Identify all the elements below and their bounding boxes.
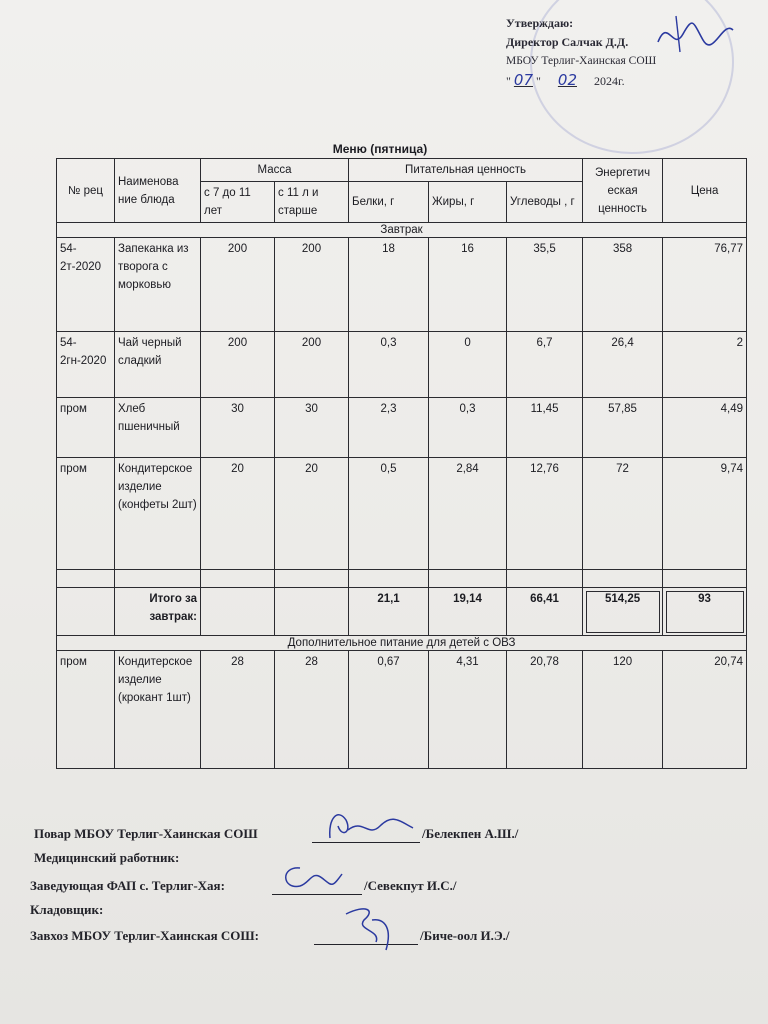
row-mass-2: 30 — [275, 398, 349, 458]
row-num: пром — [57, 398, 115, 458]
row-energy: 120 — [583, 651, 663, 769]
row-mass-2: 28 — [275, 651, 349, 769]
col-mass-11-header: с 11 л и старше — [275, 182, 349, 223]
row-name: Хлеб пшеничный — [115, 398, 201, 458]
cook-name: /Белекпен А.Ш./ — [422, 826, 519, 841]
approval-school: МБОУ Терлиг-Хаинская СОШ — [506, 55, 657, 67]
row-price: 20,74 — [663, 651, 747, 769]
total-carbs: 66,41 — [507, 588, 583, 636]
row-name: Чай черный сладкий — [115, 332, 201, 398]
row-mass-2: 200 — [275, 238, 349, 332]
table-row — [57, 398, 747, 458]
medic-label: Медицинский работник: — [34, 850, 180, 865]
row-carbs: 12,76 — [507, 458, 583, 570]
col-nutrition-header: Питательная ценность — [349, 159, 583, 182]
table-row — [57, 458, 747, 570]
storekeeper-label: Кладовщик: — [30, 902, 104, 917]
row-protein: 2,3 — [349, 398, 429, 458]
row-mass-1: 20 — [201, 458, 275, 570]
approval-director: Директор Салчак Д.Д. — [506, 35, 629, 49]
row-fat: 16 — [429, 238, 507, 332]
row-price: 76,77 — [663, 238, 747, 332]
row-protein: 0,3 — [349, 332, 429, 398]
table-row — [57, 332, 747, 398]
fap-label: Заведующая ФАП с. Терлиг-Хая: — [30, 878, 225, 893]
cook-signature — [318, 808, 428, 848]
total-protein: 21,1 — [349, 588, 429, 636]
supply-name: /Биче-оол И.Э./ — [420, 928, 510, 943]
total-row — [57, 588, 747, 636]
row-name: Запеканка из творога с морковью — [115, 238, 201, 332]
approval-date-month: 02 — [557, 71, 577, 89]
col-price-header: Цена — [663, 159, 747, 223]
cook-label: Повар МБОУ Терлиг-Хаинская СОШ — [34, 826, 258, 841]
row-energy: 26,4 — [583, 332, 663, 398]
total-price: 93 — [663, 588, 747, 636]
row-protein: 0,67 — [349, 651, 429, 769]
col-name-header: Наименова ние блюда — [115, 159, 201, 223]
table-row — [57, 238, 747, 332]
col-carbs-header: Углеводы , г — [507, 182, 583, 223]
row-mass-1: 200 — [201, 332, 275, 398]
row-price: 2 — [663, 332, 747, 398]
approval-date: " 07 " 02 2024г. — [506, 71, 625, 89]
row-price: 4,49 — [663, 398, 747, 458]
col-num-header: № рец — [57, 159, 115, 223]
row-mass-2: 200 — [275, 332, 349, 398]
row-mass-1: 28 — [201, 651, 275, 769]
row-fat: 0 — [429, 332, 507, 398]
director-signature — [648, 12, 738, 58]
row-name: Кондитерское изделие (крокант 1шт) — [115, 651, 201, 769]
approval-date-day: 07 — [513, 71, 533, 89]
total-fat: 19,14 — [429, 588, 507, 636]
total-energy: 514,25 — [583, 588, 663, 636]
row-num: 54-2гн-2020 — [57, 332, 115, 398]
fap-name: /Севекпут И.С./ — [364, 878, 457, 893]
row-mass-2: 20 — [275, 458, 349, 570]
row-fat: 0,3 — [429, 398, 507, 458]
table-row — [57, 651, 747, 769]
approval-heading: Утверждаю: — [506, 16, 574, 30]
section-ovz: Дополнительное питание для детей с ОВЗ — [57, 636, 747, 651]
row-protein: 0,5 — [349, 458, 429, 570]
col-mass-7-11-header: с 7 до 11 лет — [201, 182, 275, 223]
col-fat-header: Жиры, г — [429, 182, 507, 223]
row-carbs: 11,45 — [507, 398, 583, 458]
menu-title: Меню (пятница) — [332, 142, 428, 156]
section-breakfast: Завтрак — [57, 223, 747, 238]
empty-row — [57, 570, 747, 588]
row-carbs: 20,78 — [507, 651, 583, 769]
row-energy: 57,85 — [583, 398, 663, 458]
row-price: 9,74 — [663, 458, 747, 570]
row-mass-1: 200 — [201, 238, 275, 332]
section-ovz-row — [57, 636, 747, 651]
row-num: пром — [57, 651, 115, 769]
row-num: пром — [57, 458, 115, 570]
row-mass-1: 30 — [201, 398, 275, 458]
row-carbs: 6,7 — [507, 332, 583, 398]
row-num: 54-2т-2020 — [57, 238, 115, 332]
supply-label: Завхоз МБОУ Терлиг-Хаинская СОШ: — [30, 928, 259, 943]
fap-signature — [270, 858, 350, 898]
col-energy-header: Энергетич еская ценность — [583, 159, 663, 223]
total-label: Итого за завтрак: — [115, 588, 201, 636]
row-energy: 72 — [583, 458, 663, 570]
row-fat: 4,31 — [429, 651, 507, 769]
row-protein: 18 — [349, 238, 429, 332]
col-mass-header: Масса — [201, 159, 349, 182]
row-fat: 2,84 — [429, 458, 507, 570]
menu-table — [56, 158, 747, 769]
approval-date-year: 2024г. — [594, 74, 625, 88]
col-protein-header: Белки, г — [349, 182, 429, 223]
row-energy: 358 — [583, 238, 663, 332]
supply-signature — [336, 900, 406, 960]
section-breakfast-row — [57, 223, 747, 238]
row-carbs: 35,5 — [507, 238, 583, 332]
row-name: Кондитерское изделие (конфеты 2шт) — [115, 458, 201, 570]
header-row-1 — [57, 159, 747, 182]
